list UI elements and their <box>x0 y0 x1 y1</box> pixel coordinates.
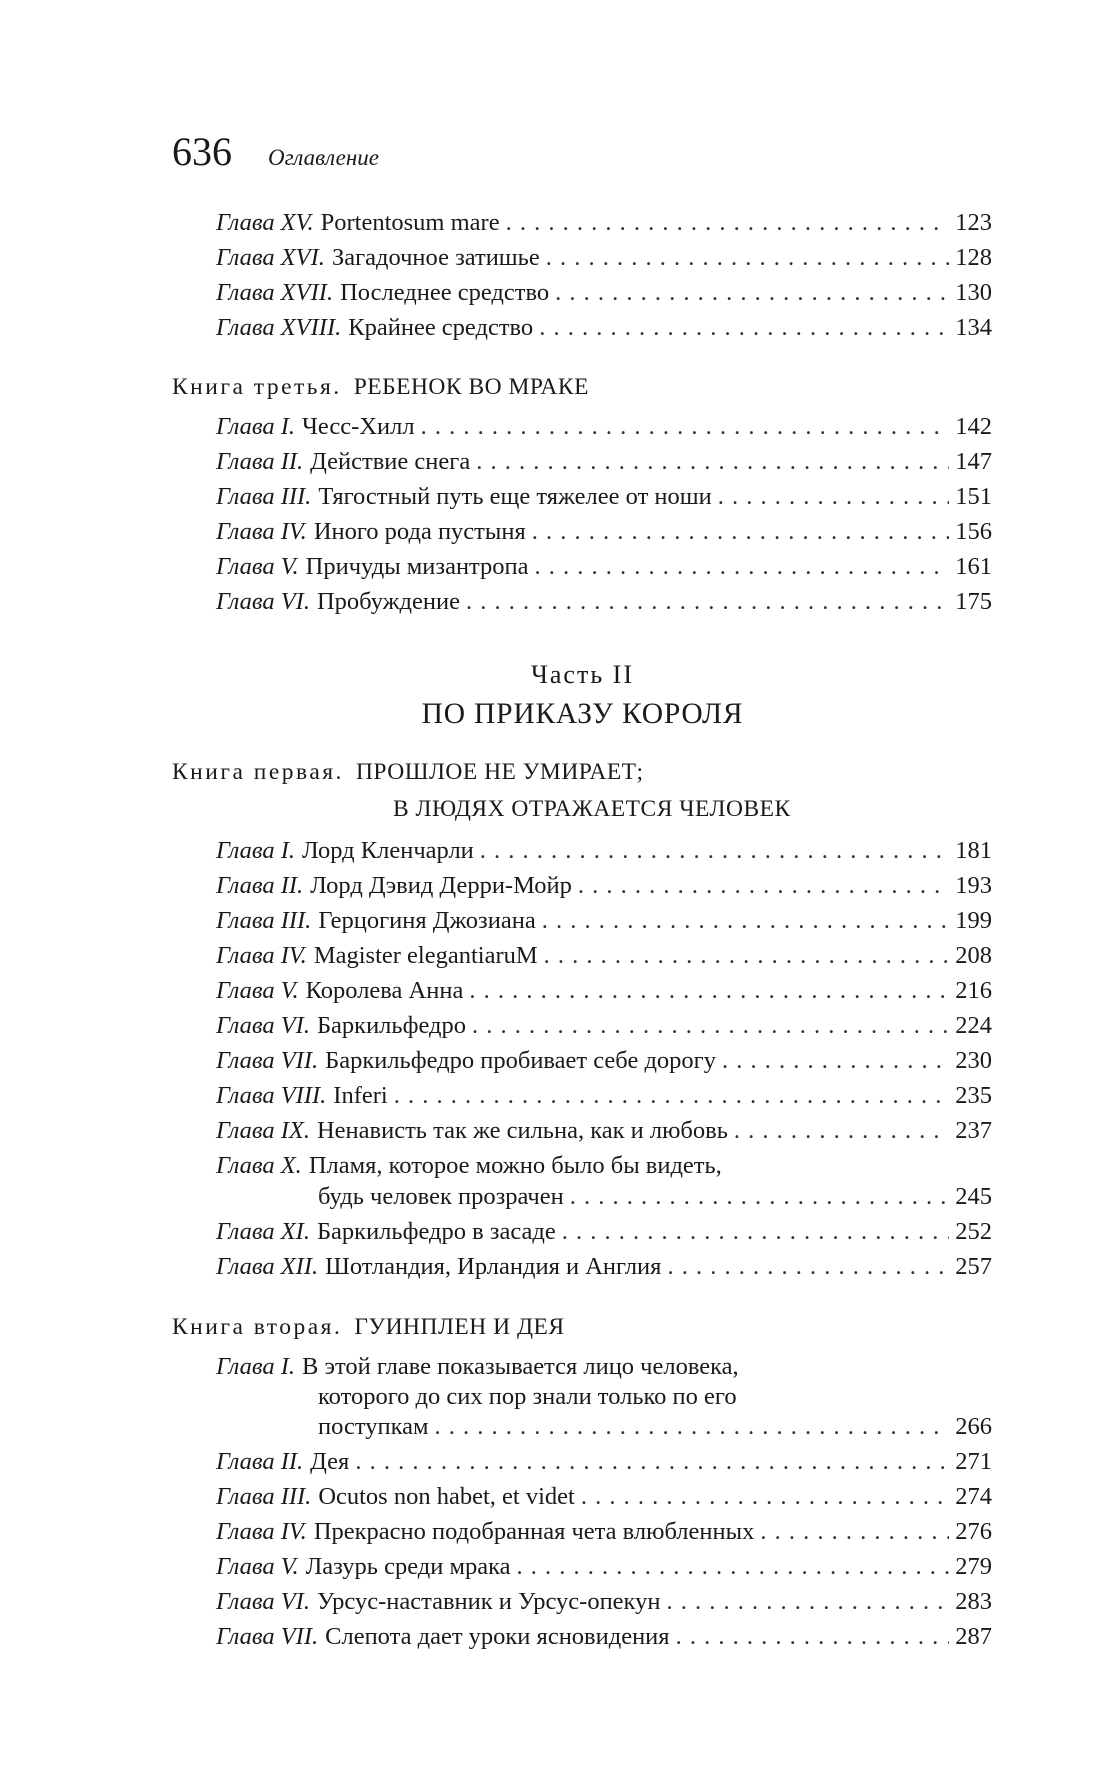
toc-entry <box>216 241 992 275</box>
toc-entry <box>216 1620 992 1654</box>
chapter-page: 130 <box>955 279 992 306</box>
toc-entry <box>216 276 992 310</box>
toc-entry <box>216 480 992 514</box>
leader-dots <box>421 410 950 444</box>
book-title: ПРОШЛОЕ НЕ УМИРАЕТ; <box>355 759 644 785</box>
leader-dots <box>535 550 950 584</box>
chapter-title: Ненависть так же сильна, как и любовь <box>316 1117 728 1144</box>
chapter-label: Глава XI. <box>216 1218 310 1245</box>
chapter-title: Слепота дает уроки ясновидения <box>325 1623 670 1650</box>
book-heading <box>172 1310 565 1344</box>
chapter-page: 193 <box>955 872 992 899</box>
chapter-title: Королева Анна <box>305 977 464 1004</box>
chapter-page: 279 <box>955 1553 992 1580</box>
chapter-label: Глава VII. <box>216 1623 319 1650</box>
leader-dots <box>469 974 949 1008</box>
leader-dots <box>722 1044 949 1078</box>
chapter-label: Глава VI. <box>216 588 310 615</box>
chapter-title: Действие снега <box>310 448 471 475</box>
chapter-page: 224 <box>955 1012 992 1039</box>
toc-entry <box>216 206 992 240</box>
chapter-page: 208 <box>955 942 992 969</box>
chapter-page: 161 <box>955 553 992 580</box>
chapter-label: Глава VI. <box>216 1588 310 1615</box>
chapter-label: Глава I. <box>216 837 295 864</box>
chapter-label: Глава XII. <box>216 1253 319 1280</box>
chapter-page: 283 <box>955 1588 992 1615</box>
chapter-page: 156 <box>955 518 992 545</box>
toc-entry <box>216 1079 992 1113</box>
chapter-label: Глава V. <box>216 977 299 1004</box>
leader-dots <box>570 1180 950 1214</box>
toc-entry <box>216 1149 992 1183</box>
leader-dots <box>578 869 949 903</box>
toc-entry-continuation <box>318 1410 992 1444</box>
chapter-label: Глава VII. <box>216 1047 319 1074</box>
chapter-title: поступкам <box>318 1413 429 1440</box>
chapter-label: Глава X. <box>216 1152 302 1179</box>
chapter-label: Глава XVI. <box>216 244 325 271</box>
chapter-title: Тягостный путь еще тяжелее от ноши <box>318 483 712 510</box>
leader-dots <box>506 206 950 240</box>
chapter-title: Герцогиня Джозиана <box>318 907 536 934</box>
chapter-label: Глава II. <box>216 448 304 475</box>
chapter-title: Причуды мизантропа <box>305 553 529 580</box>
chapter-label: Глава II. <box>216 872 304 899</box>
chapter-page: 274 <box>955 1483 992 1510</box>
chapter-page: 245 <box>955 1183 992 1210</box>
chapter-label: Глава V. <box>216 553 299 580</box>
chapter-page: 287 <box>955 1623 992 1650</box>
leader-dots <box>394 1079 950 1113</box>
toc-entry <box>216 550 992 584</box>
chapter-title: Дея <box>310 1448 350 1475</box>
chapter-title: Прекрасно подобранная чета влюбленных <box>313 1518 755 1545</box>
chapter-title: Баркильфедро <box>316 1012 466 1039</box>
chapter-page: 271 <box>955 1448 992 1475</box>
running-title: Оглавление <box>268 145 380 170</box>
toc-entry <box>216 1215 992 1249</box>
chapter-title: Пробуждение <box>316 588 460 615</box>
toc-entry <box>216 904 992 938</box>
toc-entry <box>216 1585 992 1619</box>
chapter-title: Inferi <box>333 1082 388 1109</box>
chapter-title: Загадочное затишье <box>331 244 540 271</box>
leader-dots <box>667 1250 949 1284</box>
toc-entry <box>216 311 992 345</box>
chapter-title: Лорд Дэвид Дерри-Мойр <box>310 872 572 899</box>
chapter-page: 199 <box>955 907 992 934</box>
chapter-label: Глава III. <box>216 483 312 510</box>
chapter-page: 230 <box>955 1047 992 1074</box>
chapter-label: Глава III. <box>216 1483 312 1510</box>
chapter-title: Крайнее средство <box>348 314 534 341</box>
toc-entry <box>216 1550 992 1584</box>
chapter-label: Глава XV. <box>216 209 314 236</box>
toc-entry <box>216 1044 992 1078</box>
leader-dots <box>581 1480 949 1514</box>
chapter-label: Глава VI. <box>216 1012 310 1039</box>
chapter-page: 235 <box>955 1082 992 1109</box>
book-label: Книга третья. <box>172 374 342 400</box>
leader-dots <box>760 1515 949 1549</box>
leader-dots <box>546 241 950 275</box>
book-label: Книга вторая. <box>172 1314 343 1340</box>
chapter-label: Глава I. <box>216 1353 295 1380</box>
leader-dots <box>472 1009 949 1043</box>
book-title-continuation: В ЛЮДЯХ ОТРАЖАЕТСЯ ЧЕЛОВЕК <box>393 796 791 822</box>
toc-entry <box>216 445 992 479</box>
toc-entry-continuation <box>318 1380 992 1414</box>
leader-dots <box>542 904 950 938</box>
chapter-title: Баркильфедро в засаде <box>316 1218 556 1245</box>
running-head <box>172 128 379 175</box>
leader-dots <box>517 1550 950 1584</box>
chapter-page: 276 <box>955 1518 992 1545</box>
chapter-title: Portentosum mare <box>320 209 500 236</box>
chapter-label: Глава IX. <box>216 1117 310 1144</box>
book-label: Книга первая. <box>172 759 344 785</box>
leader-dots <box>476 445 949 479</box>
chapter-title: Чесс-Хилл <box>302 413 415 440</box>
toc-entry <box>216 1515 992 1549</box>
chapter-title: Ocutos non habet, et videt <box>318 1483 575 1510</box>
chapter-title: Урсус-наставник и Урсус-опекун <box>316 1588 661 1615</box>
chapter-label: Глава III. <box>216 907 312 934</box>
chapter-label: Глава II. <box>216 1448 304 1475</box>
chapter-title: Последнее средство <box>340 279 550 306</box>
chapter-label: Глава XVIII. <box>216 314 342 341</box>
part-title: ПО ПРИКАЗУ КОРОЛЯ <box>421 698 744 730</box>
chapter-page: 134 <box>955 314 992 341</box>
chapter-page: 216 <box>955 977 992 1004</box>
chapter-label: Глава IV. <box>216 1518 307 1545</box>
book-heading <box>172 755 644 789</box>
toc-entry <box>216 1445 992 1479</box>
toc-entry <box>216 974 992 1008</box>
toc-entry <box>216 1250 992 1284</box>
chapter-title: которого до сих пор знали только по его <box>318 1383 737 1410</box>
chapter-page: 237 <box>955 1117 992 1144</box>
toc-entry <box>216 585 992 619</box>
chapter-label: Глава IV. <box>216 518 307 545</box>
chapter-label: Глава IV. <box>216 942 307 969</box>
leader-dots <box>355 1445 949 1479</box>
chapter-page: 257 <box>955 1253 992 1280</box>
chapter-page: 266 <box>955 1413 992 1440</box>
leader-dots <box>539 311 949 345</box>
leader-dots <box>666 1585 949 1619</box>
chapter-title: В этой главе показывается лицо человека, <box>302 1353 739 1380</box>
leader-dots <box>544 939 950 973</box>
leader-dots <box>718 480 950 514</box>
leader-dots <box>480 834 949 868</box>
chapter-title: Иного рода пустыня <box>313 518 526 545</box>
toc-entry <box>216 834 992 868</box>
leader-dots <box>562 1215 950 1249</box>
toc-entry <box>216 869 992 903</box>
chapter-page: 147 <box>955 448 992 475</box>
toc-entry <box>216 1009 992 1043</box>
chapter-label: Глава V. <box>216 1553 299 1580</box>
toc-entry-continuation <box>318 1180 992 1214</box>
chapter-title: Пламя, которое можно было бы видеть, <box>308 1152 722 1179</box>
chapter-title: Шотландия, Ирландия и Англия <box>325 1253 662 1280</box>
leader-dots <box>676 1620 950 1654</box>
page-number: 636 <box>172 129 232 174</box>
toc-entry <box>216 515 992 549</box>
chapter-title: будь человек прозрачен <box>318 1183 564 1210</box>
leader-dots <box>435 1410 950 1444</box>
leader-dots <box>466 585 949 619</box>
book-title: РЕБЕНОК ВО МРАКЕ <box>353 374 589 400</box>
leader-dots <box>532 515 950 549</box>
toc-entry <box>216 1114 992 1148</box>
chapter-title: Лорд Кленчарли <box>302 837 474 864</box>
part-label: Часть II <box>530 660 634 689</box>
chapter-title: Magister elegantiaruM <box>313 942 538 969</box>
chapter-page: 142 <box>955 413 992 440</box>
chapter-title: Лазурь среди мрака <box>305 1553 511 1580</box>
leader-dots <box>555 276 949 310</box>
book-title: ГУИНПЛЕН И ДЕЯ <box>354 1314 565 1340</box>
chapter-page: 175 <box>955 588 992 615</box>
chapter-title: Баркильфедро пробивает себе дорогу <box>325 1047 716 1074</box>
chapter-page: 252 <box>955 1218 992 1245</box>
chapter-page: 151 <box>955 483 992 510</box>
book-heading <box>172 370 589 404</box>
chapter-page: 123 <box>955 209 992 236</box>
leader-dots <box>734 1114 949 1148</box>
toc-entry <box>216 1350 992 1384</box>
chapter-label: Глава I. <box>216 413 295 440</box>
toc-entry <box>216 939 992 973</box>
chapter-label: Глава XVII. <box>216 279 334 306</box>
toc-entry <box>216 410 992 444</box>
chapter-label: Глава VIII. <box>216 1082 327 1109</box>
chapter-page: 128 <box>955 244 992 271</box>
toc-entry <box>216 1480 992 1514</box>
chapter-page: 181 <box>955 837 992 864</box>
